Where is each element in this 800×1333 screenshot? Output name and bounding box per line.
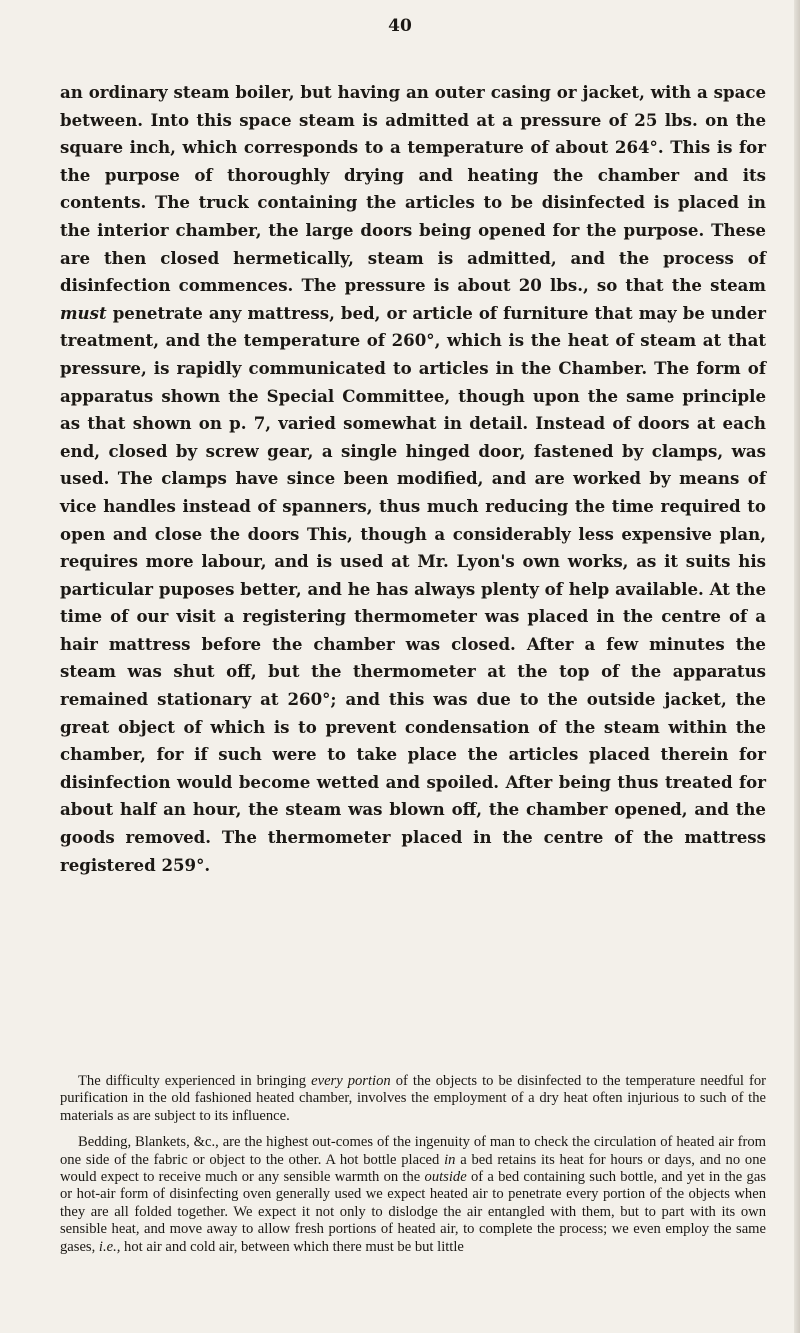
footnote-2-part2: a bed retains its heat for hours or days, and no one would expect to receive much or any sensible warmth on the	[60, 1151, 766, 1186]
main-text	[60, 79, 766, 879]
footnote-1	[60, 1073, 766, 1125]
footnote-2-emphasis-3: i.e.,	[98, 1238, 121, 1255]
footnote-2	[60, 1134, 766, 1256]
footnote-2-emphasis-2: outside	[424, 1169, 467, 1186]
page-number: 40	[388, 16, 412, 36]
footnote-2-part4: hot air and cold air, between which there must be but little	[120, 1238, 464, 1255]
footnote-2-part1: Bedding, Blankets, &c., are the highest out-comes of the ingenuity of man to check the circulation of heated air from one side of the fabric or object to the other. A hot bottle placed	[60, 1134, 766, 1168]
body-text-part2: penetrate any mattress, bed, or article of furniture that may be under treatment, and the temperature of 260°, which is the heat of steam at that pressure, is rapidly communicated to articles in the Chamber. The form of apparatus shown the Special Committee, though upon the same principle as that shown on p. 7, varied somewhat in detail. Instead of doors at each end, closed by screw gear, a single hinged door, fastened by clamps, was used. The clamps have since been modified, and are worked by means of vice handles instead of spanners, thus much reducing the time required to open and close the doors This, though a considerably less expensive plan, requires more labour, and is used at Mr. Lyon's own works, as it suits his particular puposes better, and he has always plenty of help available. At the time of our visit a registering thermometer was placed in the centre of a hair mattress before the chamber was closed. After a few minutes the steam was shut off, but the thermometer at the top of the apparatus remained stationary at 260°; and this was due to the outside jacket, the great object of which is to prevent condensation of the steam within the chamber, for if such were to take place the articles placed therein for disinfection would become wetted and spoiled. After being thus treated for about half an hour, the steam was blown off, the chamber opened, and the goods removed. The thermometer placed in the centre of the mattress registered 259°.	[60, 302, 766, 875]
body-emphasis: must	[60, 302, 107, 323]
footnote-1-emphasis: every portion	[311, 1073, 391, 1089]
footnote-2-part3: of a bed containing such bottle, and yet in the gas or hot-air form of disinfecting oven generally used we expect heated air to penetrate every portion of the objects when they are all folded together. We expect it not only to dislodge the air entangled with them, but to part with its own sensible heat, and move away to allow fresh portions of heated air, to complete the process; we even employ the same gases,	[60, 1169, 766, 1255]
page-edge	[794, 0, 800, 1333]
body-text-part1: an ordinary steam boiler, but having an outer casing or jacket, with a space between. Into this space steam is admitted at a pressure of 25 lbs. on the square inch, which corresponds to a temperature of about 264°. This is for the purpose of thoroughly drying and heating the chamber and its contents. The truck containing the articles to be disinfected is placed in the interior chamber, the large doors being opened for the purpose. These are then closed hermetically, steam is admitted, and the process of disinfection commences. The pressure is about 20 lbs., so that the steam	[60, 82, 766, 296]
footnote-2-emphasis-1: in	[444, 1151, 456, 1168]
footnotes	[60, 1073, 766, 1265]
footnote-1-part2: of the objects to be disinfected to the temperature needful for purification in the old fashioned heated chamber, involves the employment of a dry heat often injurious to such of the materials as are subject to its influence.	[60, 1073, 766, 1124]
body-paragraph	[60, 79, 766, 879]
footnote-1-part1: The difficulty experienced in bringing	[78, 1073, 312, 1089]
